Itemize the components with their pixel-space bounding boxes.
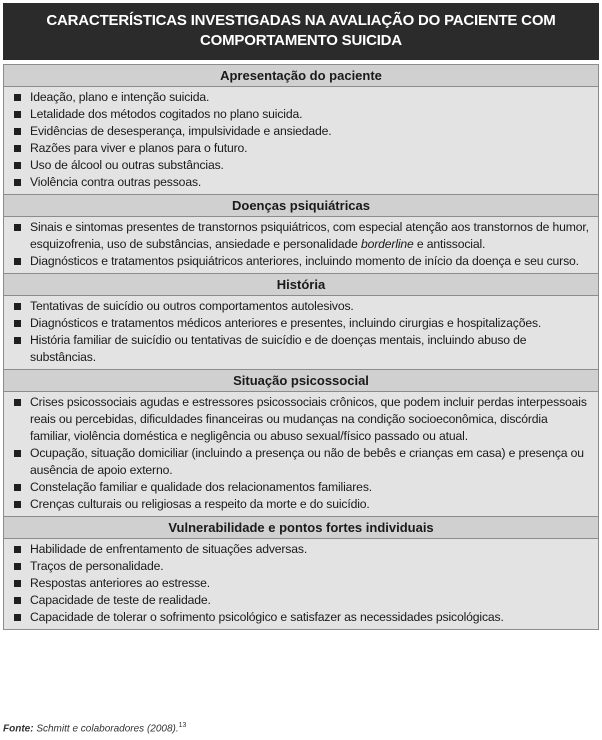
section-heading: Situação psicossocial <box>4 370 598 392</box>
list-item <box>12 157 590 174</box>
item-text: Sinais e sintomas presentes de transtornos psiquiátricos, com especial atenção aos transtornos de humor, esquizofrenia, uso de substâncias, ansiedade e personalidade borderline e antissocial. <box>30 220 589 251</box>
list-item <box>12 315 590 332</box>
square-bullet-icon <box>14 303 21 310</box>
square-bullet-icon <box>14 337 21 344</box>
square-bullet-icon <box>14 546 21 553</box>
list-item <box>12 609 590 626</box>
characteristics-table <box>3 64 599 630</box>
square-bullet-icon <box>14 145 21 152</box>
list-item <box>12 89 590 106</box>
item-text: Crenças culturais ou religiosas a respeito da morte e do suicídio. <box>30 497 370 511</box>
square-bullet-icon <box>14 111 21 118</box>
item-text: Razões para viver e planos para o futuro. <box>30 141 248 155</box>
square-bullet-icon <box>14 162 21 169</box>
item-text: Uso de álcool ou outras substâncias. <box>30 158 224 172</box>
source-note <box>3 722 186 734</box>
list-item <box>12 219 590 253</box>
list-item <box>12 394 590 445</box>
square-bullet-icon <box>14 563 21 570</box>
list-item <box>12 592 590 609</box>
section-items <box>4 217 598 274</box>
source-ref: 13 <box>178 722 187 729</box>
list-item <box>12 479 590 496</box>
item-text: Diagnósticos e tratamentos psiquiátricos anteriores, incluindo momento de início da doença e seu curso. <box>30 254 579 268</box>
item-text: Constelação familiar e qualidade dos relacionamentos familiares. <box>30 480 372 494</box>
item-text: Letalidade dos métodos cogitados no plano suicida. <box>30 107 303 121</box>
item-text: Capacidade de tolerar o sofrimento psicológico e satisfazer as necessidades psicológicas. <box>30 610 504 624</box>
section-items <box>4 392 598 517</box>
list-item <box>12 123 590 140</box>
table-title <box>3 3 599 60</box>
section-items <box>4 296 598 370</box>
item-text: Capacidade de teste de realidade. <box>30 593 211 607</box>
square-bullet-icon <box>14 128 21 135</box>
item-text: História familiar de suicídio ou tentativas de suicídio e de doenças mentais, incluindo abuso de substâncias. <box>30 333 527 364</box>
square-bullet-icon <box>14 484 21 491</box>
list-item <box>12 140 590 157</box>
section-items <box>4 539 598 629</box>
item-text: Ocupação, situação domiciliar (incluindo a presença ou não de bebês e crianças em casa) e presença ou ausência de apoio externo. <box>30 446 584 477</box>
item-text: Traços de personalidade. <box>30 559 164 573</box>
section-heading: Vulnerabilidade e pontos fortes individuais <box>4 517 598 539</box>
list-item <box>12 558 590 575</box>
list-item <box>12 298 590 315</box>
item-text: Evidências de desesperança, impulsividade e ansiedade. <box>30 124 332 138</box>
section-items <box>4 87 598 195</box>
item-text: Crises psicossociais agudas e estressores psicossociais crônicos, que podem incluir perdas interpessoais reais ou percebidas, dificuldades financeiras ou mudanças na condição socioeconômica, discórdia familiar, violência doméstica e negligência ou abuso sexual/físico passado ou atual. <box>30 395 587 443</box>
square-bullet-icon <box>14 501 21 508</box>
square-bullet-icon <box>14 224 21 231</box>
square-bullet-icon <box>14 450 21 457</box>
section-heading: Apresentação do paciente <box>4 65 598 87</box>
item-text: Violência contra outras pessoas. <box>30 175 202 189</box>
title-line-2: COMPORTAMENTO SUICIDA <box>200 32 402 49</box>
item-text: Tentativas de suicídio ou outros comportamentos autolesivos. <box>30 299 354 313</box>
item-text: Respostas anteriores ao estresse. <box>30 576 210 590</box>
square-bullet-icon <box>14 597 21 604</box>
section-heading: História <box>4 274 598 296</box>
list-item <box>12 332 590 366</box>
list-item <box>12 106 590 123</box>
list-item <box>12 445 590 479</box>
square-bullet-icon <box>14 614 21 621</box>
square-bullet-icon <box>14 399 21 406</box>
item-text: Ideação, plano e intenção suicida. <box>30 90 210 104</box>
list-item <box>12 541 590 558</box>
list-item <box>12 253 590 270</box>
item-text: Habilidade de enfrentamento de situações adversas. <box>30 542 308 556</box>
list-item <box>12 575 590 592</box>
square-bullet-icon <box>14 179 21 186</box>
title-line-1: CARACTERÍSTICAS INVESTIGADAS NA AVALIAÇÃO DO PACIENTE COM <box>46 12 556 29</box>
source-text: Schmitt e colaboradores (2008). <box>36 723 179 735</box>
square-bullet-icon <box>14 580 21 587</box>
square-bullet-icon <box>14 320 21 327</box>
section-heading: Doenças psiquiátricas <box>4 195 598 217</box>
square-bullet-icon <box>14 258 21 265</box>
square-bullet-icon <box>14 94 21 101</box>
source-label: Fonte: <box>3 723 34 735</box>
list-item <box>12 496 590 513</box>
item-text: Diagnósticos e tratamentos médicos anteriores e presentes, incluindo cirurgias e hospitalizações. <box>30 316 542 330</box>
list-item <box>12 174 590 191</box>
